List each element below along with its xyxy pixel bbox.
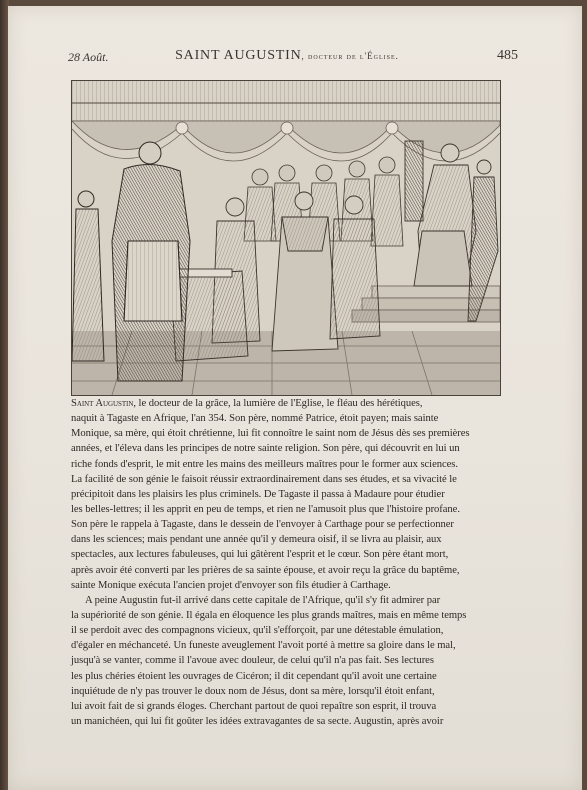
body-text bbox=[71, 396, 511, 729]
text-line: Son père le rappela à Tagaste, dans le dessein de l'envoyer à Carthage pour se perfectionner bbox=[71, 519, 454, 531]
text-line: les plus chéries étoient les ouvrages de Cicéron; il dit cependant qu'il avoit une certaine bbox=[71, 670, 437, 682]
text-line: jusqu'à se vanter, comme il l'avoue avec douleur, de celui qu'il n'a pas fait. Ses lectures bbox=[71, 655, 434, 667]
text-line: années, et l'éleva dans les principes de notre sainte religion. Son père, qui découvrit en lui un bbox=[71, 443, 460, 455]
text-line: après avoir été converti par les prières de sa sainte épouse, et avoir reçu la grâce du baptême, bbox=[71, 564, 460, 576]
header-subtitle: , docteur de l'Église. bbox=[301, 51, 399, 61]
text-line: dans les sciences; mais pendant une année qu'il y demeura oisif, il se livra au plaisir, aux bbox=[71, 534, 442, 546]
engraving-illustration bbox=[71, 80, 501, 396]
engraving-scene bbox=[72, 81, 500, 395]
running-header bbox=[50, 48, 524, 66]
text-line: précipitoit dans les plaisirs les plus criminels. De Tagaste il passa à Madaure pour étudier bbox=[71, 488, 445, 500]
text-line: riche fonds d'esprit, le mit entre les mains des meilleurs maîtres pour le former aux sciences. bbox=[71, 458, 458, 470]
text-line: inquiétude de n'y pas trouver le doux nom de Jésus, dont sa mère, lorsqu'il étoit enfant, bbox=[71, 685, 435, 697]
paragraph-start-line: A peine Augustin fut-il arrivé dans cette capitale de l'Afrique, qu'il s'y fit admirer par bbox=[85, 594, 441, 606]
text-line: naquit à Tagaste en Afrique, l'an 354. Son père, nommé Patrice, étoit payen; mais sainte bbox=[71, 413, 439, 425]
text-line: Monique, sa mère, qui étoit chrétienne, lui fit connoître le saint nom de Jésus dès ses premières bbox=[71, 428, 470, 440]
text-line: un manichéen, qui lui fit goûter les idées extravagantes de sa secte. Augustin, après avoir bbox=[71, 715, 444, 727]
header-saint-name: SAINT AUGUSTIN bbox=[175, 48, 302, 63]
text-line: La facilité de son génie le faisoit réussir extraordinairement dans ses études, et sa vivacité le bbox=[71, 473, 457, 485]
page-number: 485 bbox=[497, 48, 518, 63]
text-line: il se perdoit avec des compagnons vicieux, qu'il s'efforçoit, par une détestable émulation, bbox=[71, 625, 444, 637]
text-line: les belles-lettres; il les apprit en peu de temps, et rien ne l'amusoit plus que l'histoire profane. bbox=[71, 503, 460, 515]
line-1: , le docteur de la grâce, la lumière de l'Eglise, le fléau des hérétiques, bbox=[133, 398, 423, 409]
text-line: la supériorité de son génie. Il égala en éloquence les plus grands maîtres, mais en même temps bbox=[71, 609, 467, 621]
header-date: 28 Août. bbox=[68, 50, 109, 64]
text-line bbox=[71, 396, 511, 411]
text-line: spectacles, aux lectures fabuleuses, qui lui gâtèrent l'esprit et le cœur. Son père étant mort, bbox=[71, 549, 449, 561]
cornice bbox=[72, 81, 500, 121]
header-title bbox=[50, 48, 524, 64]
text-line: sainte Monique exécuta l'ancien projet d'envoyer son fils étudier à Carthage. bbox=[71, 579, 391, 591]
text-line: lui avoit fait de si grands éloges. Cherchant partout de quoi repaître son esprit, il trouva bbox=[71, 700, 437, 712]
text-line: d'égaler en méchanceté. Un funeste aveuglement l'avoit porté à mettre sa gloire dans le mal, bbox=[71, 640, 456, 652]
opening-small-caps: Saint Augustin bbox=[71, 398, 134, 409]
